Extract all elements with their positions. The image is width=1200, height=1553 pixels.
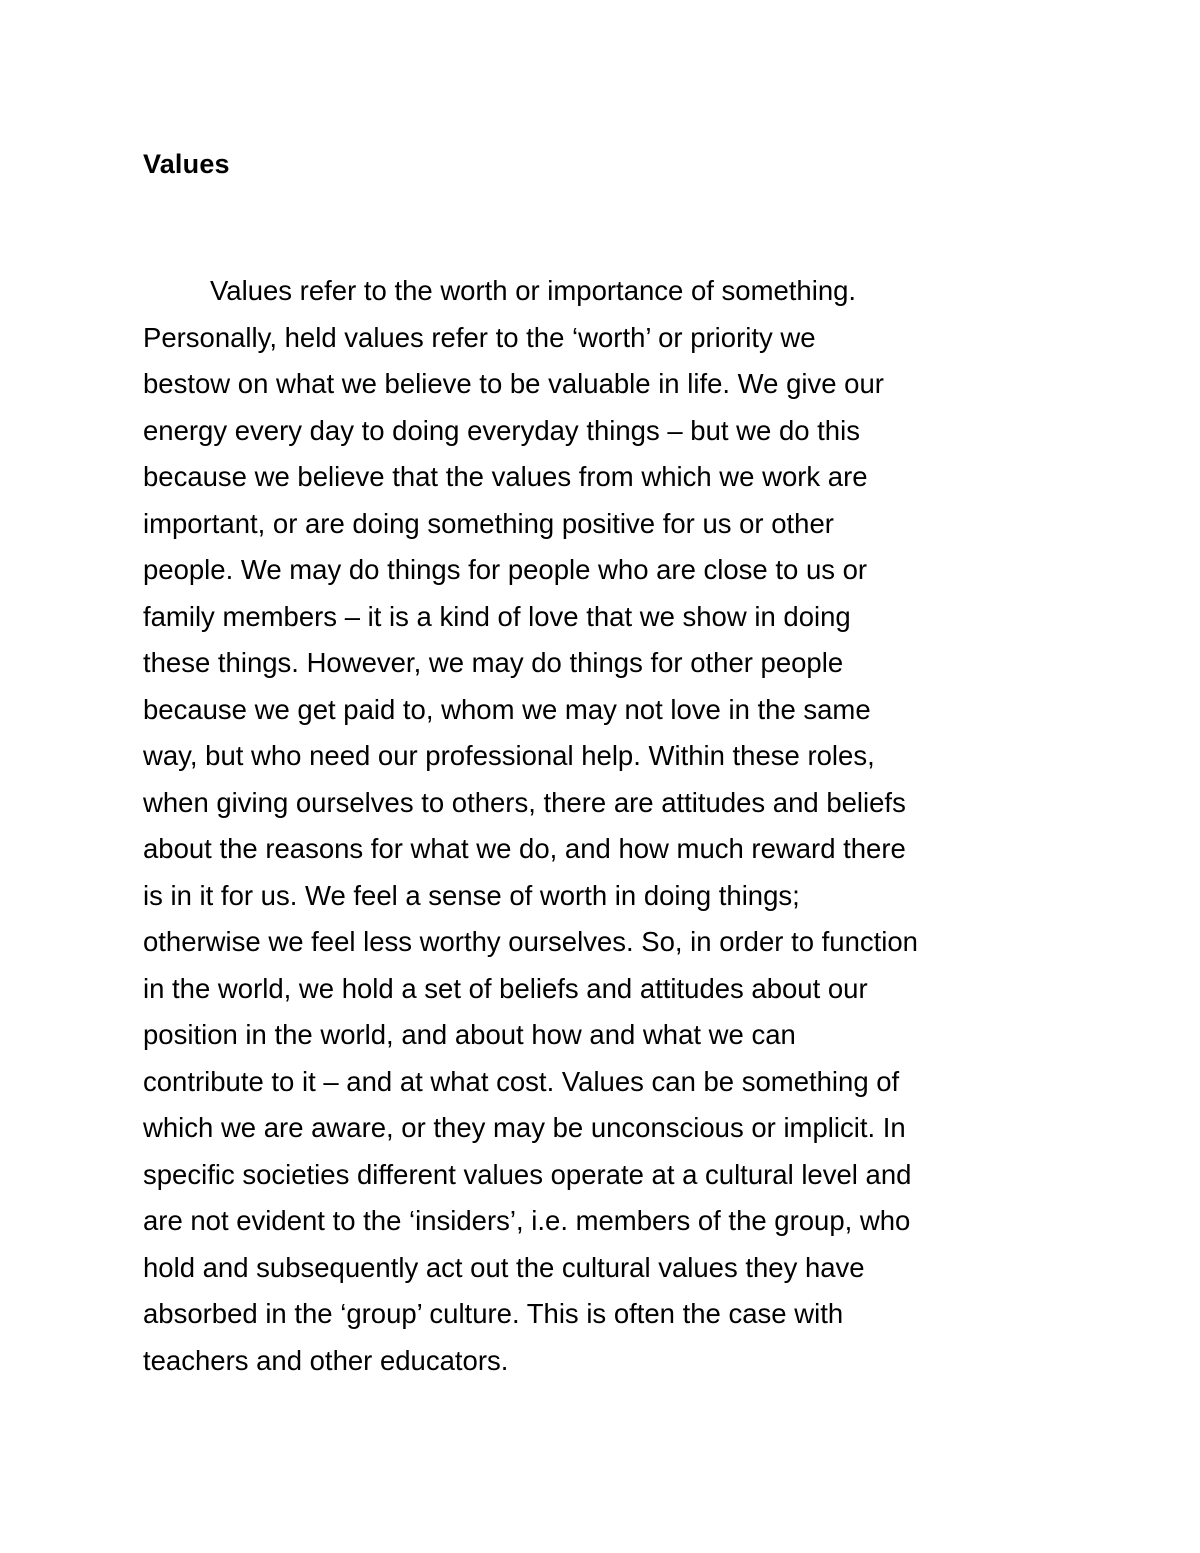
paragraph-line: because we get paid to, whom we may not love in the same [143,693,871,725]
paragraph-line: specific societies different values operate at a cultural level and [143,1158,912,1190]
paragraph-line: in the world, we hold a set of beliefs and attitudes about our [143,972,868,1004]
paragraph-line: Values refer to the worth or importance of something. [210,275,857,306]
paragraph-line: is in it for us. We feel a sense of worth in doing things; [143,879,800,911]
paragraph-line: energy every day to doing everyday things – but we do this [143,414,860,446]
paragraph-line: which we are aware, or they may be unconscious or implicit. In [143,1112,906,1143]
paragraph-line: way, but who need our professional help. Within these roles, [143,740,875,771]
paragraph-line: teachers and other educators. [143,1344,509,1376]
paragraph-line: Personally, held values refer to the ‘worth’ or priority we [143,321,816,353]
paragraph-line: because we believe that the values from which we work are [143,461,868,492]
paragraph-line: hold and subsequently act out the cultural values they have [143,1251,865,1283]
document-title: Values [143,149,230,179]
paragraph-line: these things. However, we may do things for other people [143,647,844,678]
paragraph-line: position in the world, and about how and what we can [143,1019,796,1050]
document-paragraph [143,268,1103,1384]
paragraph-line: family members – it is a kind of love that we show in doing [143,600,851,632]
paragraph-line: when giving ourselves to others, there are attitudes and beliefs [143,786,906,818]
paragraph-line: contribute to it – and at what cost. Values can be something of [143,1065,900,1097]
paragraph-line: otherwise we feel less worthy ourselves. So, in order to function [143,926,918,957]
paragraph-line: are not evident to the ‘insiders’, i.e. members of the group, who [143,1205,911,1236]
paragraph-line: about the reasons for what we do, and how much reward there [143,833,906,864]
paragraph-line: important, or are doing something positive for us or other [143,507,834,539]
paragraph-line: bestow on what we believe to be valuable in life. We give our [143,368,884,399]
paragraph-line: absorbed in the ‘group’ culture. This is often the case with [143,1298,844,1329]
paragraph-line: people. We may do things for people who are close to us or [143,554,868,585]
